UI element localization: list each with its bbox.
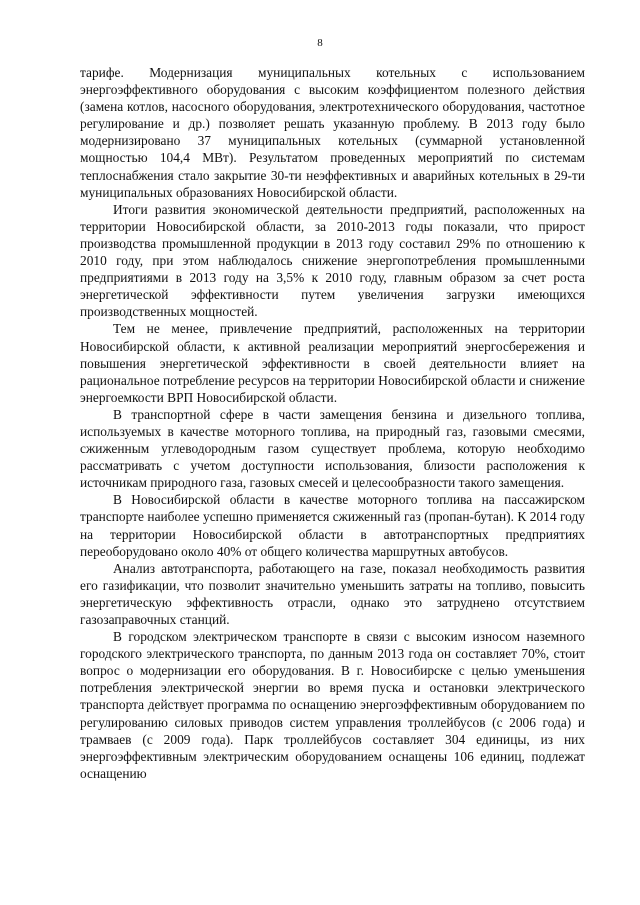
document-body [80, 64, 585, 782]
paragraph-continuation: тарифе. Модернизация муниципальных котельных с использованием энергоэффективного оборудования с высоким коэффициентом полезного действия (замена котлов, насосного оборудования, электротехнического оборудования, частотное регулирование и др.) позволяет решать указанную проблему. В 2013 году было модернизировано 37 муниципальных котельных (суммарной установленной мощностью 104,4 МВт). Результатом проведенных мероприятий по системам теплоснабжения стало закрытие 30-ти неэффективных и аварийных котельных в 29-ти муниципальных образованиях Новосибирской области. [80, 65, 585, 200]
paragraph: Тем не менее, привлечение предприятий, расположенных на территории Новосибирской области, к активной реализации мероприятий энергосбережения и повышения энергетической эффективности в своей деятельности влияет на рациональное потребление ресурсов на территории Новосибирской области и снижение энергоемкости ВРП Новосибирской области. [80, 321, 585, 405]
paragraph: В Новосибирской области в качестве моторного топлива на пассажирском транспорте наиболее успешно применяется сжиженный газ (пропан-бутан). К 2014 году на территории Новосибирской области в автотранспортных предприятиях переоборудовано около 40% от общего количества маршрутных автобусов. [80, 492, 585, 559]
paragraph: В транспортной сфере в части замещения бензина и дизельного топлива, используемых в качестве моторного топлива, на природный газ, газовыми смесями, сжиженным углеводородным газом существует проблема, которую необходимо рассматривать с учетом доступности использования, близости расположения к источникам природного газа, газовых смесей и целесообразности такого замещения. [80, 406, 585, 491]
paragraph: В городском электрическом транспорте в связи с высоким износом наземного городского электрического транспорта, по данным 2013 года он составляет 70%, стоит вопрос о модернизации его оборудования. В г. Новосибирске с целью уменьшения потребления электрической энергии во время пуска и остановки электрического транспорта действует программа по оснащению энергоэффективным оборудованием по регулированию силовых приводов систем управления троллейбусов (с 2006 года) и трамваев (с 2009 года). Парк троллейбусов составляет 304 единицы, из них энергоэффективным электрическим оборудованием оснащены 106 единиц, подлежат оснащению [80, 629, 585, 781]
page-number: 8 [317, 37, 323, 49]
paragraph: Анализ автотранспорта, работающего на газе, показал необходимость развития его газификации, что позволит значительно уменьшить затраты на топливо, повысить энергетическую эффективность отрасли, однако это затруднено отсутствием газозаправочных станций. [80, 560, 585, 627]
paragraph: Итоги развития экономической деятельности предприятий, расположенных на территории Новосибирской области, за 2010-2013 годы показали, что прирост производства промышленной продукции в 2013 году составил 29% по отношению к 2010 году, при этом наблюдалось снижение энергопотребления промышленными предприятиями в 2013 году на 3,5% к 2010 году, главным образом за счет роста энергетической эффективности путем увеличения загрузки имеющихся производственных мощностей. [80, 201, 585, 320]
